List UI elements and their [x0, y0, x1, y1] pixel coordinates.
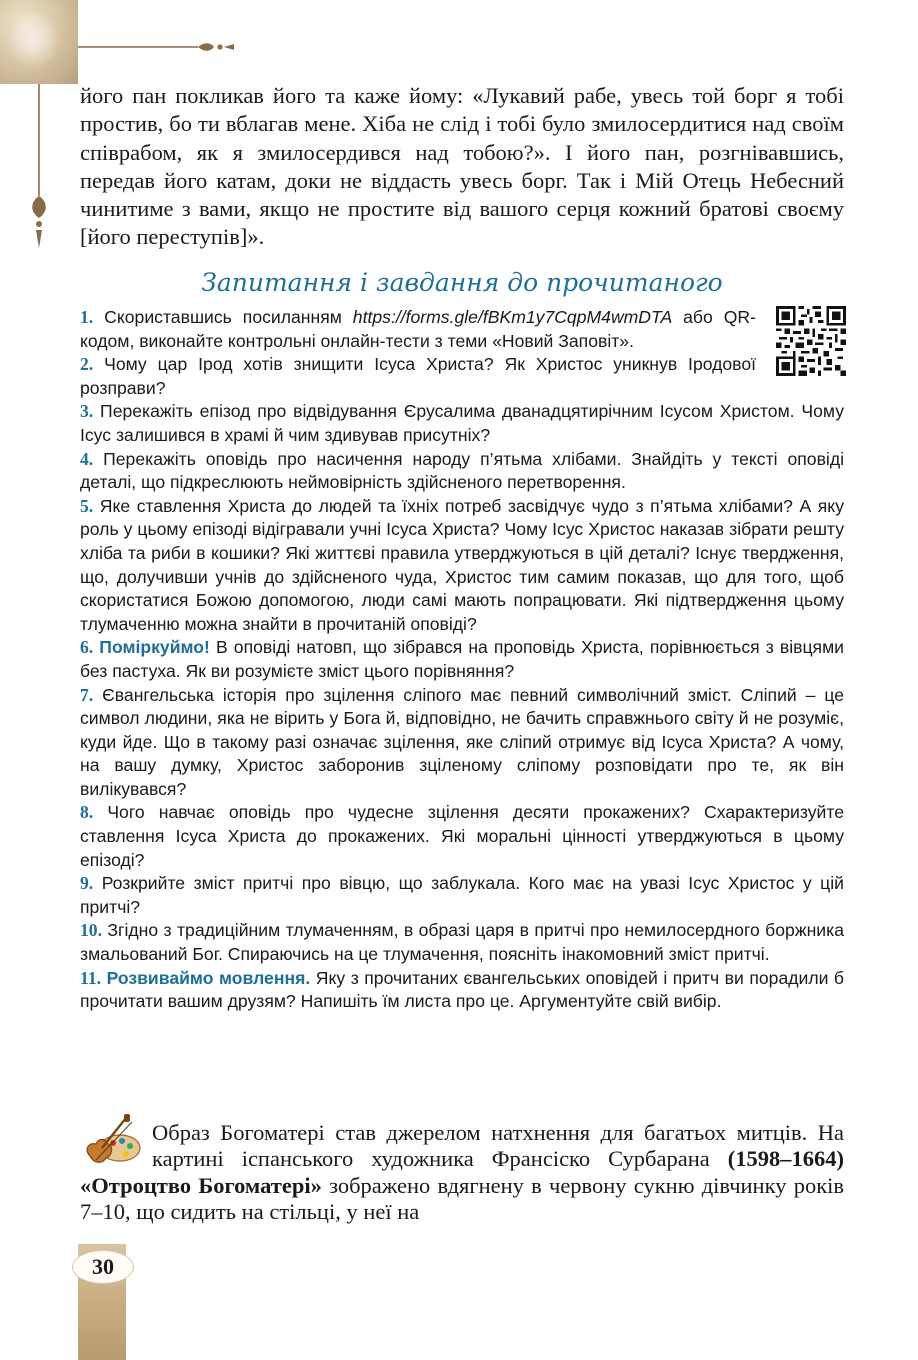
question-text: Євангельська історія про зцілення сліпого має певний символічний зміст. Сліпий – це символ людини, яка не вірить у Бога й, відповідно, не бачить справжнього світу й не розуміє, куди йде. Що в такому разі означає зцілення, яке сліпий отримує від Ісуса Христа? А чому, на вашу думку, Христос заборонив зціленому сліпому розповідати про те, як він вилікувався?: [80, 684, 845, 799]
question-highlight: Поміркуймо!: [99, 637, 210, 658]
question-text: або QR-кодом, виконайте контрольні онлайн-тести з теми «Новий Заповіт».: [80, 307, 756, 351]
vertical-ornament: [28, 84, 50, 248]
question-text: Чого навчає оповідь про чудесне зцілення десяти прокажених? Схарактеризуйте ставлення Ісуса Христа до прокажених. Які моральні цінності утверджуються в цьому епізоді?: [80, 802, 844, 870]
question-number: 8.: [80, 802, 94, 823]
question-text: Згідно з традиційним тлумаченням, в образі царя в притчі про немилосердного боржника змальований Бог. Спираючись на це тлумачення, поясніть інакомовний зміст притчі.: [80, 920, 844, 965]
question-7: [80, 684, 844, 802]
horizontal-ornament: [78, 42, 234, 52]
question-number: 5.: [80, 495, 94, 516]
question-4: [80, 448, 844, 495]
question-text: Скориставшись посиланням: [104, 307, 353, 327]
question-number: 6.: [80, 637, 94, 658]
question-6: [80, 636, 844, 683]
question-9: [80, 872, 844, 919]
icon-spacer: [80, 1120, 152, 1170]
question-11: [80, 967, 844, 1014]
questions-list: [80, 306, 844, 1014]
question-text: Перекажіть епізод про відвідування Єрусалима дванадцятирічним Ісусом Христом. Чому Ісус залишився в храмі й чим здивував присутніх?: [80, 401, 844, 445]
artist-dates: (1598–1664): [727, 1146, 844, 1172]
question-3: [80, 400, 844, 447]
art-text-part2: зображено вдягнену в червону сукню дівчинку років 7–10, що сидить на стільці, у неї на: [80, 1172, 844, 1224]
question-number: 4.: [80, 448, 94, 469]
question-5: [80, 495, 844, 637]
question-number: 10.: [80, 920, 102, 941]
question-text: Перекажіть оповідь про насичення народу п’ятьма хлібами. Знайдіть у тексті оповіді деталі, що підкреслюють неймовірність здійсненого перетворення.: [80, 448, 845, 493]
intro-paragraph: його пан покликав його та каже йому: «Лукавий рабе, увесь той борг я тобі простив, бо ти вблагав мене. Хіба не слід і тобі було змилосердитися над своїм співрабом, як я змилосердився над тобою?». І його пан, розгнівавшись, передав його катам, доки не віддасть увесь борг. Так і Мій Отець Небесний чинитиме з вами, якщо не простите від вашого серця кожний братові своєму [його переступів]».: [80, 83, 844, 250]
question-number: 1.: [80, 307, 94, 327]
question-text: Яке ставлення Христа до людей та їхніх потреб засвідчує чудо з п’ятьма хлібами? А яку роль у цьому епізоді відігравали учні Ісуса Христа? Чому Ісус Христос наказав зібрати решту хліба та риби в кошики? Які життєві правила утверджуються в цій деталі? Існує твердження, що, долучивши учнів до здійсненого чуда, Христос тим самим показав, що для того, щоб скористатися Божою допомогою, люди самі мають попрацювати. Які підтвердження цьому тлумаченню можна знайти в прочитаній оповіді?: [80, 495, 844, 634]
question-1: [80, 306, 844, 353]
question-highlight: Розвиваймо мовлення.: [106, 967, 311, 988]
intro-text: [80, 82, 844, 252]
question-2: [80, 353, 844, 400]
page-number: 30: [72, 1250, 134, 1284]
question-10: [80, 919, 844, 966]
corner-illustration: [0, 0, 78, 84]
question-text: Чому цар Ірод хотів знищити Ісуса Христа? Як Христос уникнув Іродової розправи?: [80, 354, 756, 398]
question-text: В оповіді натовп, що зібрався на проповідь Христа, порівнюється з вівцями без пастуха. Як ви розумієте зміст цього порівняння?: [80, 637, 844, 681]
section-title: Запитання і завдання до прочитаного: [201, 268, 723, 297]
question-number: 2.: [80, 354, 94, 375]
question-number: 7.: [80, 684, 94, 705]
painting-title: «Отроцтво Богоматері»: [80, 1172, 322, 1198]
question-8: [80, 801, 844, 872]
art-paragraph-text: [80, 1120, 844, 1225]
question-text: Яку з прочитаних євангельських оповідей і притч ви порадили б прочитати вашим друзям? Напишіть їм листа про це. Аргументуйте свій вибір.: [80, 967, 845, 1012]
art-paragraph: [80, 1120, 844, 1225]
question-number: 11.: [80, 967, 102, 988]
question-number: 3.: [80, 401, 94, 422]
question-number: 9.: [80, 873, 94, 894]
test-link[interactable]: https://forms.gle/fBKm1y7CqpM4wmDTA: [352, 307, 673, 327]
question-text: Розкрийте зміст притчі про вівцю, що заблукала. Кого має на увазі Ісус Христос у цій притчі?: [80, 873, 844, 917]
art-text-part1: Образ Богоматері став джерелом натхнення для багатьох митців. На картині іспанського художника Франсіско Сурбарана: [152, 1120, 844, 1172]
